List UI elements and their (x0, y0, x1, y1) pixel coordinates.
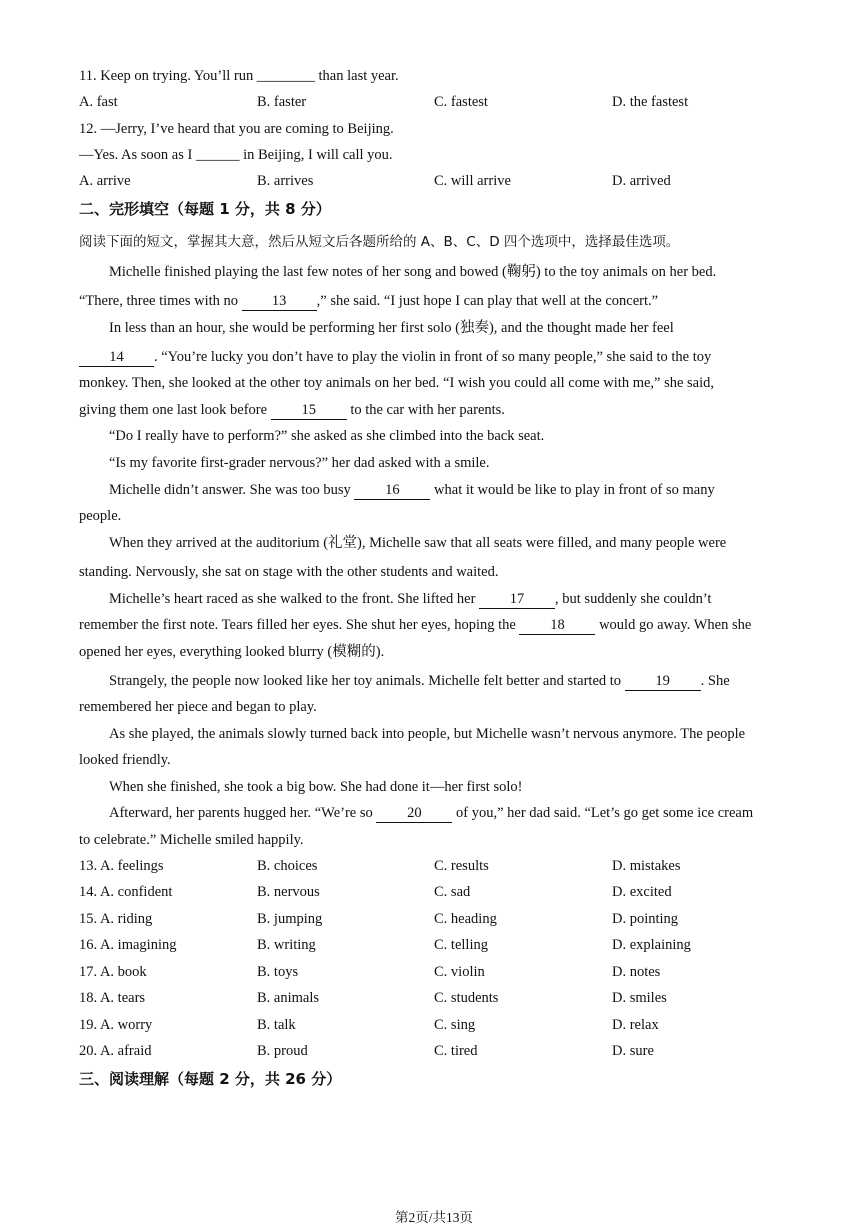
page-number: 第2页/共13页 (394, 1210, 473, 1225)
question-12-options (79, 171, 799, 191)
option-b: B. arrives (257, 173, 314, 189)
passage-line: When they arrived at the auditorium (礼堂), Michelle saw that all seats were filled, and many people were (109, 535, 727, 551)
passage-line: to celebrate.” Michelle smiled happily. (79, 832, 304, 848)
option-d: D. notes (612, 964, 661, 980)
option-c: C. sad (434, 884, 471, 900)
passage-line: “There, three times with no 13 ,” she said. “I just hope I can play that well at the concert.” (79, 293, 659, 309)
passage-line: opened her eyes, everything looked blurry (模糊的). (79, 644, 385, 660)
section-2-instruction: 阅读下面的短文，掌握其大意，然后从短文后各题所给的 A、B、C、D 四个选项中，选择最佳选项。 (79, 234, 680, 250)
section-2-heading: 二、完形填空（每题 1 分，共 8 分） (79, 200, 331, 218)
option-b: B. toys (257, 964, 299, 980)
option-a: A. arrive (79, 173, 131, 189)
blank-16[interactable]: 16 (354, 482, 430, 500)
cloze-options-16 (79, 935, 799, 955)
option-b: B. nervous (257, 884, 320, 900)
passage-line: Strangely, the people now looked like her toy animals. Michelle felt better and started to 19 . She (109, 673, 730, 689)
option-c: C. violin (434, 964, 485, 980)
blank-14[interactable]: 14 (79, 349, 154, 367)
option-c: C. will arrive (434, 173, 511, 189)
option-c: C. sing (434, 1017, 476, 1033)
option-b: B. faster (257, 94, 307, 110)
option-a: 14. A. confident (79, 884, 173, 900)
section-3-heading: 三、阅读理解（每题 2 分，共 26 分） (79, 1070, 342, 1088)
blank-18[interactable]: 18 (519, 617, 595, 635)
blank-17[interactable]: 17 (479, 591, 555, 609)
passage-line: remember the first note. Tears filled her eyes. She shut her eyes, hoping the 18 would go away. When she (79, 617, 752, 633)
option-c: C. results (434, 858, 489, 874)
option-a: 17. A. book (79, 964, 147, 980)
option-a: A. fast (79, 94, 118, 110)
option-d: D. pointing (612, 911, 679, 927)
option-d: D. relax (612, 1017, 659, 1033)
passage-line: Michelle didn’t answer. She was too busy 16 what it would be like to play in front of so many (109, 482, 715, 498)
question-12-line-1: 12. —Jerry, I’ve heard that you are coming to Beijing. (79, 121, 394, 137)
passage-line: 14 . “You’re lucky you don’t have to play the violin in front of so many people,” she said to the toy (79, 347, 798, 367)
passage-line: As she played, the animals slowly turned back into people, but Michelle wasn’t nervous anymore. The people (109, 726, 746, 742)
blank-19[interactable]: 19 (625, 673, 701, 691)
passage-line: monkey. Then, she looked at the other toy animals on her bed. “I wish you could all come with me,” she said, (79, 375, 715, 391)
option-d: D. the fastest (612, 94, 689, 110)
option-a: 16. A. imagining (79, 937, 177, 953)
option-b: B. jumping (257, 911, 323, 927)
option-a: 15. A. riding (79, 911, 153, 927)
cloze-options-13 (79, 856, 799, 876)
option-d: D. sure (612, 1043, 654, 1059)
passage-line: Afterward, her parents hugged her. “We’re so 20 of you,” her dad said. “Let’s go get some ice cream (109, 805, 754, 821)
passage-line: giving them one last look before 15 to the car with her parents. (79, 402, 505, 418)
option-b: B. talk (257, 1017, 296, 1033)
option-b: B. choices (257, 858, 318, 874)
question-12-line-2: —Yes. As soon as I ______ in Beijing, I will call you. (79, 147, 393, 163)
blank-20[interactable]: 20 (376, 805, 452, 823)
question-11-stem: 11. Keep on trying. You’ll run ________ than last year. (79, 68, 399, 84)
question-11-options (79, 92, 799, 112)
option-b: B. animals (257, 990, 320, 1006)
option-d: D. mistakes (612, 858, 681, 874)
option-c: C. students (434, 990, 499, 1006)
cloze-options-18 (79, 988, 799, 1008)
option-d: D. excited (612, 884, 672, 900)
passage-line: Michelle finished playing the last few notes of her song and bowed (鞠躬) to the toy animals on her bed. (109, 264, 717, 280)
cloze-options-19 (79, 1015, 799, 1035)
option-d: D. arrived (612, 173, 671, 189)
passage-line: In less than an hour, she would be performing her first solo (独奏), and the thought made her feel (109, 320, 674, 336)
option-a: 19. A. worry (79, 1017, 153, 1033)
blank-13[interactable]: 13 (242, 293, 317, 311)
blank-15[interactable]: 15 (271, 402, 347, 420)
passage-line: people. (79, 508, 122, 524)
passage-line: looked friendly. (79, 752, 171, 768)
passage-line: standing. Nervously, she sat on stage with the other students and waited. (79, 564, 499, 580)
cloze-options-15 (79, 909, 799, 929)
option-b: B. proud (257, 1043, 308, 1059)
option-c: C. tired (434, 1043, 478, 1059)
passage-line: When she finished, she took a big bow. She had done it—her first solo! (109, 779, 523, 795)
option-a: 20. A. afraid (79, 1043, 152, 1059)
option-c: C. fastest (434, 94, 488, 110)
option-a: 18. A. tears (79, 990, 146, 1006)
passage-line: Michelle’s heart raced as she walked to the front. She lifted her 17 , but suddenly she couldn’t (109, 591, 712, 607)
option-d: D. explaining (612, 937, 691, 953)
passage-line: remembered her piece and began to play. (79, 699, 317, 715)
option-a: 13. A. feelings (79, 858, 164, 874)
cloze-options-17 (79, 962, 799, 982)
option-b: B. writing (257, 937, 316, 953)
option-c: C. telling (434, 937, 488, 953)
passage-line: “Do I really have to perform?” she asked as she climbed into the back seat. (109, 428, 545, 444)
cloze-options-20 (79, 1041, 799, 1061)
option-c: C. heading (434, 911, 497, 927)
passage-line: “Is my favorite first-grader nervous?” her dad asked with a smile. (109, 455, 490, 471)
option-d: D. smiles (612, 990, 667, 1006)
cloze-options-14 (79, 882, 799, 902)
